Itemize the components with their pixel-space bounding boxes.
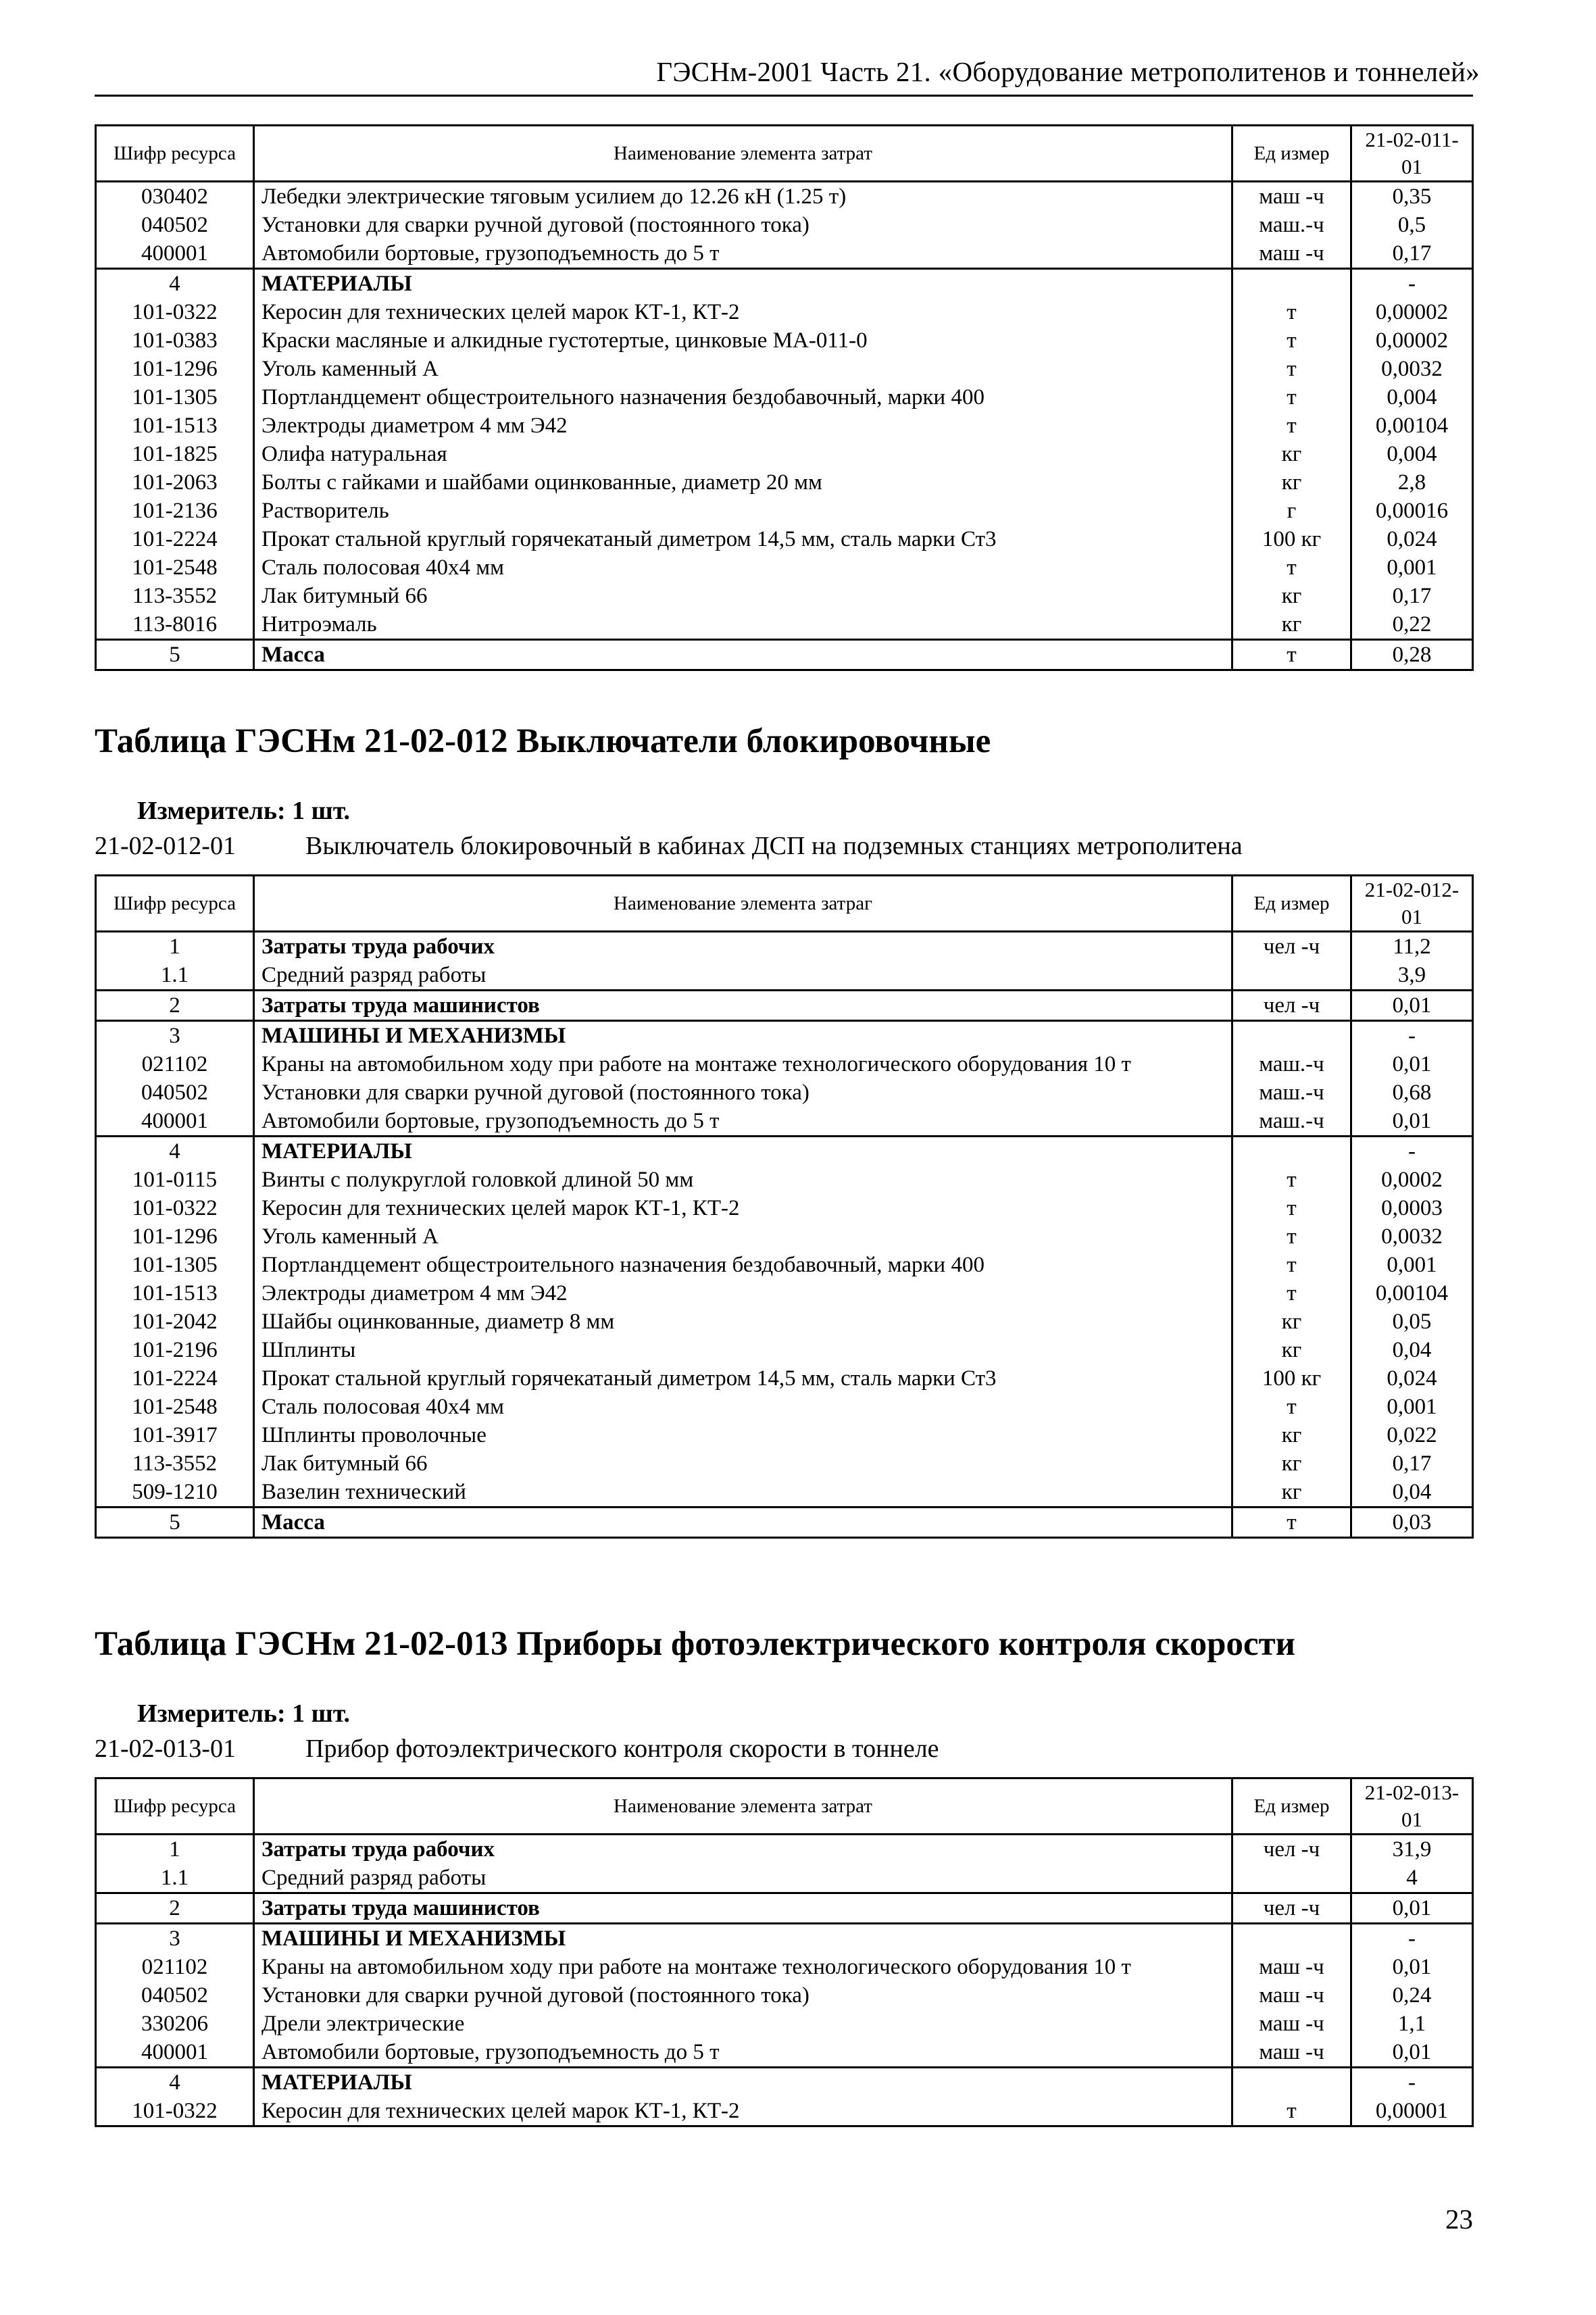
norm-value: 0,00001 [1351,2097,1473,2126]
table-row [96,1364,1473,1393]
table-row [96,1835,1473,1864]
resource-code: 113-3552 [96,582,254,610]
unit-of-measure [1232,269,1351,299]
element-name: Нитроэмаль [261,612,377,637]
element-name: Болты с гайками и шайбами оцинкованные, диаметр 20 мм [261,470,822,495]
unit-of-measure: маш.-ч [1232,1107,1351,1137]
norm-value: 0,28 [1351,640,1473,670]
norm-value: 0,01 [1351,1050,1473,1078]
element-name: Масса [254,640,1232,670]
resource-code: 4 [96,1137,254,1166]
norm-value: 0,35 [1351,182,1473,211]
resource-code: 030402 [96,182,254,211]
table-row [96,1864,1473,1893]
norm-value: 0,04 [1351,1336,1473,1364]
element-name: Шайбы оцинкованные, диаметр 8 мм [261,1310,615,1334]
unit-of-measure: т [1232,1393,1351,1421]
resource-code: 5 [96,1508,254,1538]
table-row [96,326,1473,355]
table-row [96,383,1473,412]
element-name: Краны на автомобильном ходу при работе на монтаже технологического оборудования 10 т [261,1955,1131,1979]
resource-code: 101-2548 [96,1393,254,1421]
norm-value: 0,05 [1351,1308,1473,1336]
table-row [96,440,1473,468]
table-row [96,1251,1473,1279]
norm-value: 0,0032 [1351,1222,1473,1251]
table-row [96,1421,1473,1449]
column-header-name: Наименование элемента затрат [254,126,1232,182]
resource-code: 113-3552 [96,1449,254,1478]
table-row [96,2068,1473,2097]
norm-value: 0,004 [1351,440,1473,468]
position-name: Выключатель блокировочный в кабинах ДСП на подземных станциях метрополитена [305,832,1243,860]
resource-code: 101-2224 [96,1364,254,1393]
meter-label: Измеритель: [137,797,286,825]
unit-of-measure: маш -ч [1232,1981,1351,2010]
resource-table-21-02-011 [95,124,1474,671]
unit-of-measure: кг [1232,468,1351,497]
unit-of-measure: т [1232,383,1351,412]
element-name: Керосин для технических целей марок КТ-1, КТ-2 [254,2097,1232,2126]
norm-value: 0,00104 [1351,1279,1473,1308]
table-row [96,610,1473,640]
norm-value: 0,04 [1351,1478,1473,1508]
unit-of-measure: маш -ч [1232,239,1351,269]
norm-value: 0,0003 [1351,1194,1473,1222]
table-row [96,1508,1473,1538]
element-name: МАТЕРИАЛЫ [254,1137,1232,1166]
element-name: Портландцемент общестроительного назначения бездобавочный, марки 400 [261,1253,984,1277]
resource-code: 400001 [96,239,254,269]
resource-code: 101-2224 [96,525,254,553]
norm-value: 0,0032 [1351,355,1473,383]
table-row [96,468,1473,497]
unit-of-measure: т [1232,1222,1351,1251]
unit-of-measure: кг [1232,1308,1351,1336]
unit-of-measure [1232,2068,1351,2097]
column-header-code: Шифр ресурса [96,1778,254,1835]
header-rule [95,95,1473,97]
resource-code: 101-2136 [96,497,254,525]
unit-of-measure: маш.-ч [1232,211,1351,239]
unit-of-measure: т [1232,640,1351,670]
element-name: Затраты труда машинистов [254,991,1232,1021]
element-name: Сталь полосовая 40х4 мм [261,1395,505,1419]
resource-code: 101-2063 [96,468,254,497]
unit-of-measure [1232,961,1351,991]
unit-of-measure [1232,1137,1351,1166]
norm-value: 0,022 [1351,1421,1473,1449]
resource-code: 101-0383 [96,326,254,355]
table-row [96,1021,1473,1051]
position-code: 21-02-012-01 [95,832,236,860]
unit-of-measure: т [1232,553,1351,582]
resource-code: 101-0322 [96,1194,254,1222]
table-body [96,932,1473,1538]
element-name: Средний разряд работы [254,1864,1232,1893]
unit-of-measure: т [1232,355,1351,383]
unit-of-measure: чел -ч [1232,1893,1351,1924]
resource-code: 021102 [96,1953,254,1981]
resource-code: 101-3917 [96,1421,254,1449]
element-name: Установки для сварки ручной дуговой (постоянного тока) [261,1080,809,1105]
table-row [96,2097,1473,2126]
norm-value: 31,9 [1351,1835,1473,1864]
unit-of-measure: т [1232,1251,1351,1279]
norm-value: 0,00016 [1351,497,1473,525]
element-name: Винты с полукруглой головкой длиной 50 мм [261,1168,694,1192]
resource-code: 040502 [96,211,254,239]
resource-code: 101-1513 [96,1279,254,1308]
unit-of-measure: маш -ч [1232,2038,1351,2068]
table-title: Таблица ГЭСНм 21-02-013 Приборы фотоэлектрического контроля скорости [95,1625,1296,1663]
column-header-unit: Ед измер [1232,876,1351,932]
resource-code: 113-8016 [96,610,254,640]
meter-line [137,796,350,826]
resource-table-21-02-013 [95,1777,1474,2127]
table-body [96,182,1473,670]
unit-of-measure [1232,1021,1351,1051]
element-name: Автомобили бортовые, грузоподъемность до 5 т [261,241,720,266]
element-name: Прокат стальной круглый горячекатаный диметром 14,5 мм, сталь марки Ст3 [261,527,997,551]
resource-code: 040502 [96,1981,254,2010]
element-name: Лак битумный 66 [261,584,428,608]
unit-of-measure: кг [1232,440,1351,468]
table-title: Таблица ГЭСНм 21-02-012 Выключатели блокировочные [95,722,991,760]
table-row [96,2010,1473,2038]
norm-value: 3,9 [1351,961,1473,991]
unit-of-measure: чел -ч [1232,991,1351,1021]
table-row [96,1393,1473,1421]
table-row [96,1137,1473,1166]
unit-of-measure: кг [1232,610,1351,640]
element-name: Портландцемент общестроительного назначения бездобавочный, марки 400 [261,385,984,409]
norm-value: 2,8 [1351,468,1473,497]
resource-code: 101-1296 [96,355,254,383]
resource-code: 021102 [96,1050,254,1078]
table-row [96,1166,1473,1194]
table-row [96,1336,1473,1364]
element-name: Керосин для технических целей марок КТ-1, КТ-2 [261,1196,740,1220]
table-row [96,1222,1473,1251]
unit-of-measure: кг [1232,1336,1351,1364]
element-name: МАШИНЫ И МЕХАНИЗМЫ [254,1924,1232,1953]
table-row [96,1981,1473,2010]
unit-of-measure: кг [1232,1421,1351,1449]
table-row [96,1308,1473,1336]
norm-value: 0,024 [1351,1364,1473,1393]
position-line [95,1734,939,1764]
element-name: Шплинты [261,1338,356,1362]
resource-code: 101-0322 [96,2097,254,2126]
table-row [96,1279,1473,1308]
resource-code: 101-2196 [96,1336,254,1364]
table-row [96,182,1473,211]
table-row [96,525,1473,553]
table-row [96,2038,1473,2068]
unit-of-measure: маш.-ч [1232,1078,1351,1107]
unit-of-measure: т [1232,1508,1351,1538]
element-name: Лак битумный 66 [261,1451,428,1476]
element-name: Шплинты проволочные [261,1423,487,1447]
column-header-position: 21-02-011-01 [1351,126,1473,182]
resource-code: 101-1825 [96,440,254,468]
column-header-name: Наименование элемента затрат [254,1778,1232,1835]
element-name: Установки для сварки ручной дуговой (постоянного тока) [261,213,809,237]
element-name: Автомобили бортовые, грузоподъемность до 5 т [261,2040,720,2064]
column-header-name: Наименование элемента затраг [254,876,1232,932]
unit-of-measure [1232,1864,1351,1893]
element-name: МАТЕРИАЛЫ [254,2068,1232,2097]
norm-value: 0,03 [1351,1508,1473,1538]
element-name: Затраты труда машинистов [254,1893,1232,1924]
table-row [96,239,1473,269]
unit-of-measure: чел -ч [1232,932,1351,962]
norm-value: 1,1 [1351,2010,1473,2038]
meter-value: 1 шт. [292,797,351,825]
norm-value: 11,2 [1351,932,1473,962]
resource-code: 101-1513 [96,412,254,440]
element-name: Автомобили бортовые, грузоподъемность до 5 т [261,1109,720,1133]
unit-of-measure: маш -ч [1232,182,1351,211]
position-line [95,831,1243,861]
table-row [96,1078,1473,1107]
norm-value: - [1351,269,1473,299]
resource-code: 2 [96,1893,254,1924]
element-name: Установки для сварки ручной дуговой (постоянного тока) [261,1983,809,2008]
resource-code: 101-2042 [96,1308,254,1336]
table-row [96,1107,1473,1137]
element-name: Олифа натуральная [261,442,447,466]
element-name: Уголь каменный А [261,357,439,381]
element-name: Краны на автомобильном ходу при работе на монтаже технологического оборудования 10 т [261,1052,1131,1076]
resource-table-21-02-012 [95,874,1474,1539]
element-name: Растворитель [261,499,389,523]
unit-of-measure: т [1232,326,1351,355]
unit-of-measure: кг [1232,1449,1351,1478]
table-row [96,1478,1473,1508]
norm-value: 0,00104 [1351,412,1473,440]
element-name: Прокат стальной круглый горячекатаный диметром 14,5 мм, сталь марки Ст3 [261,1366,997,1391]
norm-value: - [1351,2068,1473,2097]
column-header-unit: Ед измер [1232,126,1351,182]
table-row [96,553,1473,582]
resource-code: 400001 [96,1107,254,1137]
norm-value: 0,01 [1351,2038,1473,2068]
resource-code: 4 [96,269,254,299]
table-row [96,211,1473,239]
resource-code: 5 [96,640,254,670]
unit-of-measure: т [1232,1194,1351,1222]
norm-value: - [1351,1924,1473,1953]
norm-value: 0,17 [1351,239,1473,269]
table-row [96,1953,1473,1981]
table-body [96,1835,1473,2126]
resource-code: 101-1305 [96,1251,254,1279]
norm-value: 0,68 [1351,1078,1473,1107]
element-name: Масса [254,1508,1232,1538]
resource-code: 4 [96,2068,254,2097]
unit-of-measure: т [1232,2097,1351,2126]
resource-code: 101-0115 [96,1166,254,1194]
unit-of-measure: маш.-ч [1232,1050,1351,1078]
table-row [96,1194,1473,1222]
element-name: Вазелин технический [261,1480,466,1504]
table-row [96,961,1473,991]
element-name: Затраты труда рабочих [254,932,1232,962]
norm-value: 0,024 [1351,525,1473,553]
element-name: Уголь каменный А [261,1224,439,1249]
resource-code: 1.1 [96,1864,254,1893]
table-row [96,991,1473,1021]
unit-of-measure: т [1232,1279,1351,1308]
unit-of-measure: маш -ч [1232,2010,1351,2038]
element-name: Сталь полосовая 40х4 мм [261,555,505,580]
norm-value: 0,24 [1351,1981,1473,2010]
column-header-unit: Ед измер [1232,1778,1351,1835]
resource-code: 1 [96,1835,254,1864]
resource-code: 1 [96,932,254,962]
column-header-code: Шифр ресурса [96,876,254,932]
page-number: 23 [1445,2204,1473,2235]
unit-of-measure: 100 кг [1232,525,1351,553]
resource-code: 101-2548 [96,553,254,582]
column-header-position: 21-02-012-01 [1351,876,1473,932]
column-header-code: Шифр ресурса [96,126,254,182]
table-row [96,355,1473,383]
position-code: 21-02-013-01 [95,1735,236,1763]
norm-value: 0,01 [1351,991,1473,1021]
norm-value: 0,01 [1351,1107,1473,1137]
element-name: Керосин для технических целей марок КТ-1, КТ-2 [261,300,740,324]
unit-of-measure: т [1232,1166,1351,1194]
resource-code: 2 [96,991,254,1021]
element-name: Затраты труда рабочих [254,1835,1232,1864]
unit-of-measure: 100 кг [1232,1364,1351,1393]
norm-value: 0,01 [1351,1953,1473,1981]
resource-code: 1.1 [96,961,254,991]
element-name: Краски масляные и алкидные густотертые, цинковые МА-011-0 [261,328,868,353]
norm-value: 0,004 [1351,383,1473,412]
table-row [96,298,1473,326]
unit-of-measure [1232,1924,1351,1953]
norm-value: 0,01 [1351,1893,1473,1924]
norm-value: 0,001 [1351,1251,1473,1279]
unit-of-measure: кг [1232,582,1351,610]
table-row [96,1050,1473,1078]
element-name: Электроды диаметром 4 мм Э42 [261,1281,568,1305]
table-row [96,412,1473,440]
element-name: Средний разряд работы [254,961,1232,991]
norm-value: - [1351,1137,1473,1166]
meter-label: Измеритель: [137,1699,286,1728]
resource-code: 400001 [96,2038,254,2068]
resource-code: 040502 [96,1078,254,1107]
column-header-position: 21-02-013-01 [1351,1778,1473,1835]
table-row [96,1924,1473,1953]
meter-line [137,1699,350,1728]
element-name: Электроды диаметром 4 мм Э42 [261,414,568,438]
position-name: Прибор фотоэлектрического контроля скорости в тоннеле [305,1735,939,1763]
norm-value: 0,22 [1351,610,1473,640]
table-row [96,1449,1473,1478]
resource-code: 101-1305 [96,383,254,412]
norm-value: 0,5 [1351,211,1473,239]
table-row [96,932,1473,962]
table-row [96,497,1473,525]
norm-value: 0,17 [1351,1449,1473,1478]
unit-of-measure: чел -ч [1232,1835,1351,1864]
element-name: Дрели электрические [261,2012,465,2036]
resource-code: 101-1296 [96,1222,254,1251]
unit-of-measure: т [1232,298,1351,326]
norm-value: 0,00002 [1351,326,1473,355]
unit-of-measure: кг [1232,1478,1351,1508]
table-row [96,269,1473,299]
resource-code: 330206 [96,2010,254,2038]
resource-code: 101-0322 [96,298,254,326]
norm-value: 0,17 [1351,582,1473,610]
element-name: Лебедки электрические тяговым усилием до 12.26 кН (1.25 т) [261,184,847,209]
table-row [96,1893,1473,1924]
norm-value: 0,00002 [1351,298,1473,326]
table-row [96,582,1473,610]
resource-code: 3 [96,1924,254,1953]
unit-of-measure: маш -ч [1232,1953,1351,1981]
element-name: МАШИНЫ И МЕХАНИЗМЫ [254,1021,1232,1051]
resource-code: 3 [96,1021,254,1051]
unit-of-measure: г [1232,497,1351,525]
norm-value: 4 [1351,1864,1473,1893]
norm-value: 0,001 [1351,553,1473,582]
meter-value: 1 шт. [292,1699,351,1728]
element-name: МАТЕРИАЛЫ [254,269,1232,299]
norm-value: - [1351,1021,1473,1051]
resource-code: 509-1210 [96,1478,254,1508]
unit-of-measure: т [1232,412,1351,440]
norm-value: 0,001 [1351,1393,1473,1421]
table-row [96,640,1473,670]
norm-value: 0,0002 [1351,1166,1473,1194]
running-header: ГЭСНм-2001 Часть 21. «Оборудование метрополитенов и тоннелей» [656,56,1480,87]
